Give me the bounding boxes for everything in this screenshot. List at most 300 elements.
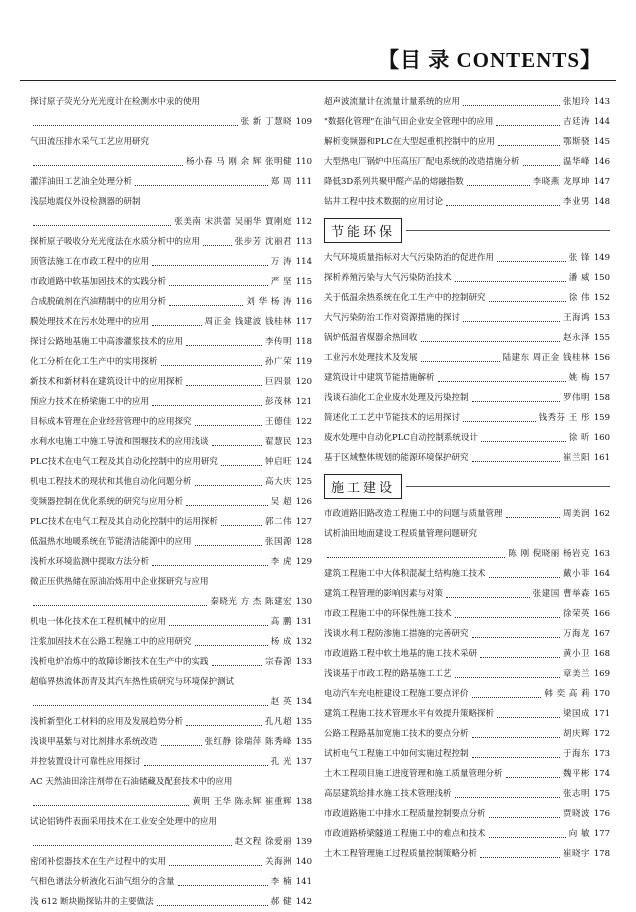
entry-page: 147 (593, 177, 610, 187)
toc-entry[interactable] (30, 612, 312, 632)
toc-entry[interactable] (30, 312, 312, 332)
entry-title: 超声波流量计在流量计量系统的应用 (324, 97, 461, 107)
entry-title: 试论铝铸件表面采用技术在工业安全处理中的应用 (30, 817, 218, 827)
entry-author: 万 涛 (270, 257, 292, 267)
leader-dots (161, 352, 262, 366)
leader-dots (169, 612, 268, 626)
entry-page: 169 (593, 669, 610, 679)
toc-entry[interactable] (324, 408, 610, 428)
leader-dots (195, 632, 268, 646)
entry-author: 关海洲 (264, 857, 292, 867)
entry-author: 郝 健 (270, 897, 292, 907)
entry-author: 胡庆辉 (562, 729, 590, 739)
entry-page: 135 (295, 737, 312, 747)
entry-author: 杨 成 (270, 637, 292, 647)
entry-page: 167 (593, 629, 610, 639)
entry-title: 大气环境质量指标对大气污染防治的促进作用 (324, 253, 495, 263)
entry-title: 探讨公路地基施工中高渗灌浆技术的应用 (30, 337, 184, 347)
toc-entry[interactable] (324, 152, 610, 172)
toc-entry[interactable] (324, 132, 610, 152)
toc-entry[interactable] (324, 624, 610, 644)
toc-entry[interactable] (324, 564, 610, 584)
entry-author: 宗春源 (264, 657, 292, 667)
entry-page: 111 (295, 177, 312, 187)
entry-author: 张建国 曹举森 (532, 589, 590, 599)
toc-entry[interactable] (30, 132, 312, 172)
leader-dots (33, 692, 268, 706)
leader-dots (144, 752, 268, 766)
entry-page: 144 (593, 117, 610, 127)
toc-entry[interactable] (324, 448, 610, 468)
toc-entry[interactable] (324, 844, 610, 864)
leader-dots (212, 432, 262, 446)
leader-dots (33, 832, 232, 846)
entry-title: "数据化管理"在油气田企业安全管理中的应用 (324, 117, 494, 127)
toc-entry[interactable] (324, 684, 610, 704)
entry-title: 气田流压排水采气工艺应用研究 (30, 137, 150, 147)
entry-title: 高层建筑给排水施工技术管理浅析 (324, 789, 452, 799)
entry-page: 129 (295, 557, 312, 567)
section-heading-eco (324, 216, 610, 244)
entry-author: 戴小菲 (562, 569, 590, 579)
leader-dots (33, 152, 183, 166)
toc-entry[interactable] (30, 772, 312, 812)
entry-title: 探析原子吸收分光光度法在水质分析中的应用 (30, 237, 201, 247)
section-eco-label: 节能环保 (324, 218, 402, 243)
entry-title: 市政道路施工中排水工程质量控制要点分析 (324, 809, 486, 819)
leader-dots (472, 624, 560, 638)
entry-page: 135 (295, 717, 312, 727)
entry-page: 166 (593, 609, 610, 619)
leader-dots (157, 892, 268, 906)
entry-author: 吴 超 (270, 497, 292, 507)
entry-title: 降低3D系列共聚甲醛产品的熔融指数 (324, 177, 464, 187)
entry-title: 浅谈水利工程防渗施工措施的完善研究 (324, 629, 469, 639)
entry-author: 李传明 (264, 337, 292, 347)
entry-page: 160 (593, 433, 610, 443)
entry-author: 彭茂林 (264, 397, 292, 407)
toc-entry[interactable] (324, 268, 610, 288)
leader-dots (472, 724, 560, 738)
toc-entry[interactable] (324, 308, 610, 328)
entry-author: 罗伟明 (562, 393, 590, 403)
entry-title: 市政道路桥梁隧道工程施工中的难点和技术 (324, 829, 486, 839)
entry-title: 市政道路中软基加固技术的实践分析 (30, 277, 167, 287)
entry-author: 黄明 王华 陈永辉 崔重辉 (192, 797, 292, 807)
entry-author: 万海龙 (562, 629, 590, 639)
entry-page: 123 (295, 437, 312, 447)
entry-author: 魏平彬 (562, 769, 590, 779)
entry-title: 建筑工程管理的影响因素与对策 (324, 589, 444, 599)
leader-dots (152, 392, 262, 406)
leader-dots (152, 252, 268, 266)
entry-page: 119 (295, 357, 312, 367)
toc-entry[interactable] (30, 632, 312, 652)
leader-dots (455, 664, 560, 678)
leader-dots (497, 248, 566, 262)
toc-entry[interactable] (324, 92, 610, 112)
entry-page: 117 (295, 317, 312, 327)
toc-entry[interactable] (324, 804, 610, 824)
entry-page: 168 (593, 649, 610, 659)
toc-entry[interactable] (30, 92, 312, 132)
leader-dots (169, 292, 243, 306)
leader-dots (481, 428, 566, 442)
entry-title: 超临界热流体沥青及其汽车热性质研究与环境保护测试 (30, 677, 235, 687)
toc-entry[interactable] (30, 452, 312, 472)
entry-page: 131 (295, 617, 312, 627)
leader-dots (438, 368, 566, 382)
entry-title: PLC技术在电气工程及其自动化控制中的应用研究 (30, 457, 218, 467)
entry-page: 178 (593, 849, 610, 859)
toc-entry[interactable] (30, 232, 312, 252)
entry-author: 崔兰阳 (562, 453, 590, 463)
leader-dots (506, 504, 560, 518)
entry-title: 浅 612 断块勘探钻井的主要做法 (30, 897, 154, 907)
toc-entry[interactable] (30, 752, 312, 772)
leader-dots (221, 452, 262, 466)
leader-dots (455, 268, 566, 282)
entry-author: 郭二伟 (264, 517, 292, 527)
entry-title: 目标成本管理在企业经营管理中的应用探究 (30, 417, 192, 427)
leader-dots (327, 544, 505, 558)
entry-author: 杨小春 马 刚 余 辉 张明健 (185, 157, 292, 167)
entry-page: 143 (593, 97, 610, 107)
toc-entry[interactable] (30, 192, 312, 232)
entry-title: 市政工程施工中的环保性施工技术 (324, 609, 452, 619)
entry-author: 于海东 (562, 749, 590, 759)
leader-dots (523, 152, 560, 166)
leader-dots (463, 92, 560, 106)
entry-title: 预应力技术在桥梁施工中的应用 (30, 397, 150, 407)
entry-author: 赵文程 徐爱丽 (234, 837, 292, 847)
contents-header: 【目 录 CONTENTS】 (377, 48, 602, 72)
entry-author: 张旭玲 (562, 97, 590, 107)
toc-entry[interactable] (30, 272, 312, 292)
leader-dots (169, 852, 262, 866)
entry-page: 165 (593, 589, 610, 599)
entry-author: 李 虎 (270, 557, 292, 567)
entry-title: 低温热水地暖系统在节能清洁能源中的应用 (30, 537, 192, 547)
entry-page: 146 (593, 157, 610, 167)
entry-page: 114 (295, 257, 312, 267)
toc-entry[interactable] (30, 712, 312, 732)
toc-entry[interactable] (30, 872, 312, 892)
entry-page: 174 (593, 769, 610, 779)
entry-title: 工业污水处理技术及发展 (324, 353, 418, 363)
entry-author: 黄小卫 (562, 649, 590, 659)
toc-entry[interactable] (30, 552, 312, 572)
header-rule (20, 80, 616, 81)
toc-entry[interactable] (324, 172, 610, 192)
entry-title: 建筑设计中建筑节能措施解析 (324, 373, 435, 383)
leader-dots (152, 312, 202, 326)
entry-author: 吉廷涛 (562, 117, 590, 127)
toc-entry[interactable] (324, 248, 610, 268)
entry-page: 157 (593, 373, 610, 383)
leader-dots (186, 492, 268, 506)
leader-dots (152, 552, 268, 566)
entry-page: 155 (593, 333, 610, 343)
leader-dots (472, 684, 542, 698)
toc-entry[interactable] (324, 192, 610, 212)
leader-dots (446, 192, 560, 206)
leader-dots (472, 744, 560, 758)
toc-entry[interactable] (30, 332, 312, 352)
entry-page: 118 (295, 337, 312, 347)
toc-entry[interactable] (324, 764, 610, 784)
entry-page: 171 (593, 709, 610, 719)
toc-entry[interactable] (30, 412, 312, 432)
entry-author: 孙广荣 (264, 357, 292, 367)
entry-page: 122 (295, 417, 312, 427)
entry-title: 浅谈石油化工企业废水处理及污染控制 (324, 393, 469, 403)
entry-author: 刘 华 杨 涛 (246, 297, 292, 307)
toc-entry[interactable] (30, 672, 312, 712)
entry-title: 关于低温余热系统在化工生产中的控制研究 (324, 293, 486, 303)
leader-dots (161, 732, 202, 746)
entry-page: 173 (593, 749, 610, 759)
leader-dots (489, 288, 566, 302)
leader-dots (489, 804, 560, 818)
entry-page: 134 (295, 697, 312, 707)
entry-title: 新技术和新材料在建筑设计中的应用探析 (30, 377, 184, 387)
entry-page: 141 (295, 877, 312, 887)
entry-author: 周美润 (562, 509, 590, 519)
entry-author: 钟启旺 (264, 457, 292, 467)
entry-author: 孔凡超 (264, 717, 292, 727)
entry-page: 133 (295, 657, 312, 667)
toc-entry[interactable] (30, 572, 312, 612)
leader-dots (446, 584, 530, 598)
toc-entry[interactable] (30, 432, 312, 452)
entry-page: 149 (593, 253, 610, 263)
leader-dots (472, 388, 560, 402)
entry-author: 章美兰 (562, 669, 590, 679)
entry-title: 浅层地震仪外设检测器的研制 (30, 197, 141, 207)
entry-page: 125 (295, 477, 312, 487)
entry-author: 巨四景 (264, 377, 292, 387)
entry-page: 112 (295, 217, 312, 227)
toc-entry[interactable] (30, 252, 312, 272)
entry-page: 161 (593, 453, 610, 463)
entry-title: 钻井工程中技术数据的应用讨论 (324, 197, 444, 207)
entry-title: 水利水电施工中施工导流和围堰技术的应用浅谈 (30, 437, 209, 447)
leader-dots (497, 704, 560, 718)
toc-entry[interactable] (30, 892, 312, 912)
entry-title: 试析电气工程施工中如何实施过程控制 (324, 749, 469, 759)
leader-dots (195, 412, 262, 426)
entry-author: 张 锋 (568, 253, 590, 263)
toc-entry[interactable] (324, 348, 610, 368)
entry-title: 电动汽车充电桩建设工程施工要点评价 (324, 689, 469, 699)
toc-entry[interactable] (324, 328, 610, 348)
entry-page: 138 (295, 797, 312, 807)
toc-entry[interactable] (324, 704, 610, 724)
leader-dots (489, 824, 566, 838)
toc-entry[interactable] (30, 492, 312, 512)
entry-title: 浅谈基于市政工程的路基施工工艺 (324, 669, 452, 679)
toc-entry[interactable] (30, 392, 312, 412)
entry-title: 土木工程项目施工进度管理和施工质量管理分析 (324, 769, 503, 779)
leader-dots (203, 232, 232, 246)
entry-title: 公路工程路基加宽施工技术的要点分析 (324, 729, 469, 739)
toc-entry[interactable] (30, 532, 312, 552)
entry-title: 锅炉低温省煤器余热回收 (324, 333, 418, 343)
toc-entry[interactable] (30, 352, 312, 372)
entry-title: 浅析新型化工材料的应用及发展趋势分析 (30, 717, 184, 727)
leader-dots (212, 652, 262, 666)
entry-author: 赵 英 (270, 697, 292, 707)
toc-entry[interactable] (324, 388, 610, 408)
entry-page: 137 (295, 757, 312, 767)
leader-dots (467, 172, 530, 186)
entry-author: 高 鹏 (270, 617, 292, 627)
leader-dots (472, 448, 560, 462)
entry-page: 164 (593, 569, 610, 579)
entry-author: 翟慧民 (264, 437, 292, 447)
entry-author: 张红静 徐瑞萍 陈秀峰 (204, 737, 292, 747)
leader-dots (455, 604, 560, 618)
entry-title: 浅析水环境监测中提取方法分析 (30, 557, 150, 567)
entry-page: 139 (295, 837, 312, 847)
toc-entry[interactable] (324, 824, 610, 844)
entry-page: 156 (593, 353, 610, 363)
entry-page: 172 (593, 729, 610, 739)
entry-page: 124 (295, 457, 312, 467)
entry-author: 陆建东 周正金 钱桂林 (502, 353, 590, 363)
leader-dots (33, 112, 238, 126)
entry-page: 115 (295, 277, 312, 287)
leader-dots (489, 564, 560, 578)
entry-title: 探讨原子荧光分光光度计在检测水中汞的使用 (30, 97, 201, 107)
entry-page: 176 (593, 809, 610, 819)
entry-title: 变频器控制在优化系统的研究与应用分析 (30, 497, 184, 507)
toc-entry[interactable] (30, 812, 312, 852)
entry-title: 解析变频器和PLC在大型起重机控制中的应用 (324, 137, 495, 147)
entry-title: 并控装置设计可靠性应用探讨 (30, 757, 141, 767)
entry-author: 梁国成 (562, 709, 590, 719)
leader-dots (33, 792, 189, 806)
entry-title: 废水处理中自动化PLC自动控制系统设计 (324, 433, 478, 443)
entry-page: 120 (295, 377, 312, 387)
entry-author: 秦晓光 方 杰 陈建宏 (210, 597, 292, 607)
entry-author: 李 楠 (270, 877, 292, 887)
toc-entry[interactable] (324, 644, 610, 664)
entry-page: 170 (593, 689, 610, 699)
leader-dots (498, 132, 560, 146)
leader-dots (186, 712, 262, 726)
entry-page: 148 (593, 197, 610, 207)
entry-author: 韩 奕 高 莉 (544, 689, 590, 699)
entry-author: 张志明 (562, 789, 590, 799)
entry-title: 膜处理技术在污水处理中的应用 (30, 317, 150, 327)
toc-entry[interactable] (324, 784, 610, 804)
entry-author: 徐 昕 (568, 433, 590, 443)
leader-dots (33, 592, 207, 606)
toc-entry[interactable] (324, 724, 610, 744)
toc-entry[interactable] (324, 524, 610, 564)
leader-dots (480, 844, 560, 858)
entry-page: 113 (295, 237, 312, 247)
leader-dots (421, 328, 560, 342)
entry-title: 密闭补偿器技术在生产过程中的实用 (30, 857, 167, 867)
entry-title: 建筑工程施工技术管理水平有效提升策略探析 (324, 709, 495, 719)
entry-page: 110 (295, 157, 312, 167)
entry-title: 市政道路旧路改造工程施工中的问题与质量管理 (324, 509, 503, 519)
entry-page: 142 (295, 897, 312, 907)
left-column (30, 92, 312, 912)
toc-entry[interactable] (324, 664, 610, 684)
entry-title: 简述化工工艺中节能技术的运用探讨 (324, 413, 461, 423)
toc-entry[interactable] (324, 604, 610, 624)
entry-author: 王海鸿 (562, 313, 590, 323)
entry-page: 158 (593, 393, 610, 403)
entry-author: 向 敏 (568, 829, 590, 839)
toc-entry[interactable] (324, 368, 610, 388)
entry-author: 郑 周 (270, 177, 292, 187)
section-heading-build (324, 472, 610, 500)
toc-entry[interactable] (30, 292, 312, 312)
entry-title: 微正压供热储在原油冶炼用中企业探研究与应用 (30, 577, 209, 587)
toc-entry[interactable] (30, 172, 312, 192)
entry-page: 163 (593, 549, 610, 559)
entry-page: 128 (295, 537, 312, 547)
toc-entry[interactable] (324, 744, 610, 764)
toc-entry[interactable] (30, 652, 312, 672)
entry-author: 温华峰 (562, 157, 590, 167)
toc-entry[interactable] (30, 852, 312, 872)
entry-page: 145 (593, 137, 610, 147)
toc-entry[interactable] (324, 428, 610, 448)
entry-title: 大型热电厂锅炉中压高压厂配电系统的改造措施分析 (324, 157, 520, 167)
leader-dots (135, 172, 268, 186)
entry-title: 探析养殖污染与大气污染防治技术 (324, 273, 452, 283)
leader-dots (221, 512, 262, 526)
entry-title: 基于区域整体规划的能源环境保护研究 (324, 453, 469, 463)
entry-author: 徐荣英 (562, 609, 590, 619)
toc-entry[interactable] (324, 504, 610, 524)
toc-entry[interactable] (324, 584, 610, 604)
toc-entry[interactable] (324, 112, 610, 132)
entry-author: 徐 伟 (568, 293, 590, 303)
toc-entry[interactable] (30, 512, 312, 532)
entry-author: 孔 光 (270, 757, 292, 767)
entry-author: 陈 刚 倪晓丽 杨岩克 (508, 549, 590, 559)
toc-entry[interactable] (30, 732, 312, 752)
leader-dots (195, 472, 262, 486)
entry-title: 合成脱硫剂在汽油精制中的应用分析 (30, 297, 167, 307)
entry-author: 张美南 宋洪蕾 吴丽华 賈刚庭 (174, 217, 292, 227)
leader-dots (178, 872, 268, 886)
entry-author: 李晓燕 龙厚坤 (532, 177, 590, 187)
toc-entry[interactable] (324, 288, 610, 308)
entry-page: 126 (295, 497, 312, 507)
toc-entry[interactable] (30, 472, 312, 492)
entry-page: 109 (295, 117, 312, 127)
entry-page: 116 (295, 297, 312, 307)
entry-title: 注浆加固技术在公路工程施工中的应用研究 (30, 637, 192, 647)
entry-page: 162 (593, 509, 610, 519)
entry-author: 张国源 (264, 537, 292, 547)
entry-page: 132 (295, 637, 312, 647)
entry-page: 121 (295, 397, 312, 407)
section-build-label: 施工建设 (324, 474, 402, 499)
leader-dots (480, 644, 560, 658)
toc-entry[interactable] (30, 372, 312, 392)
entry-title: 机电一体化技术在工程机械中的应用 (30, 617, 167, 627)
leader-dots (186, 372, 262, 386)
